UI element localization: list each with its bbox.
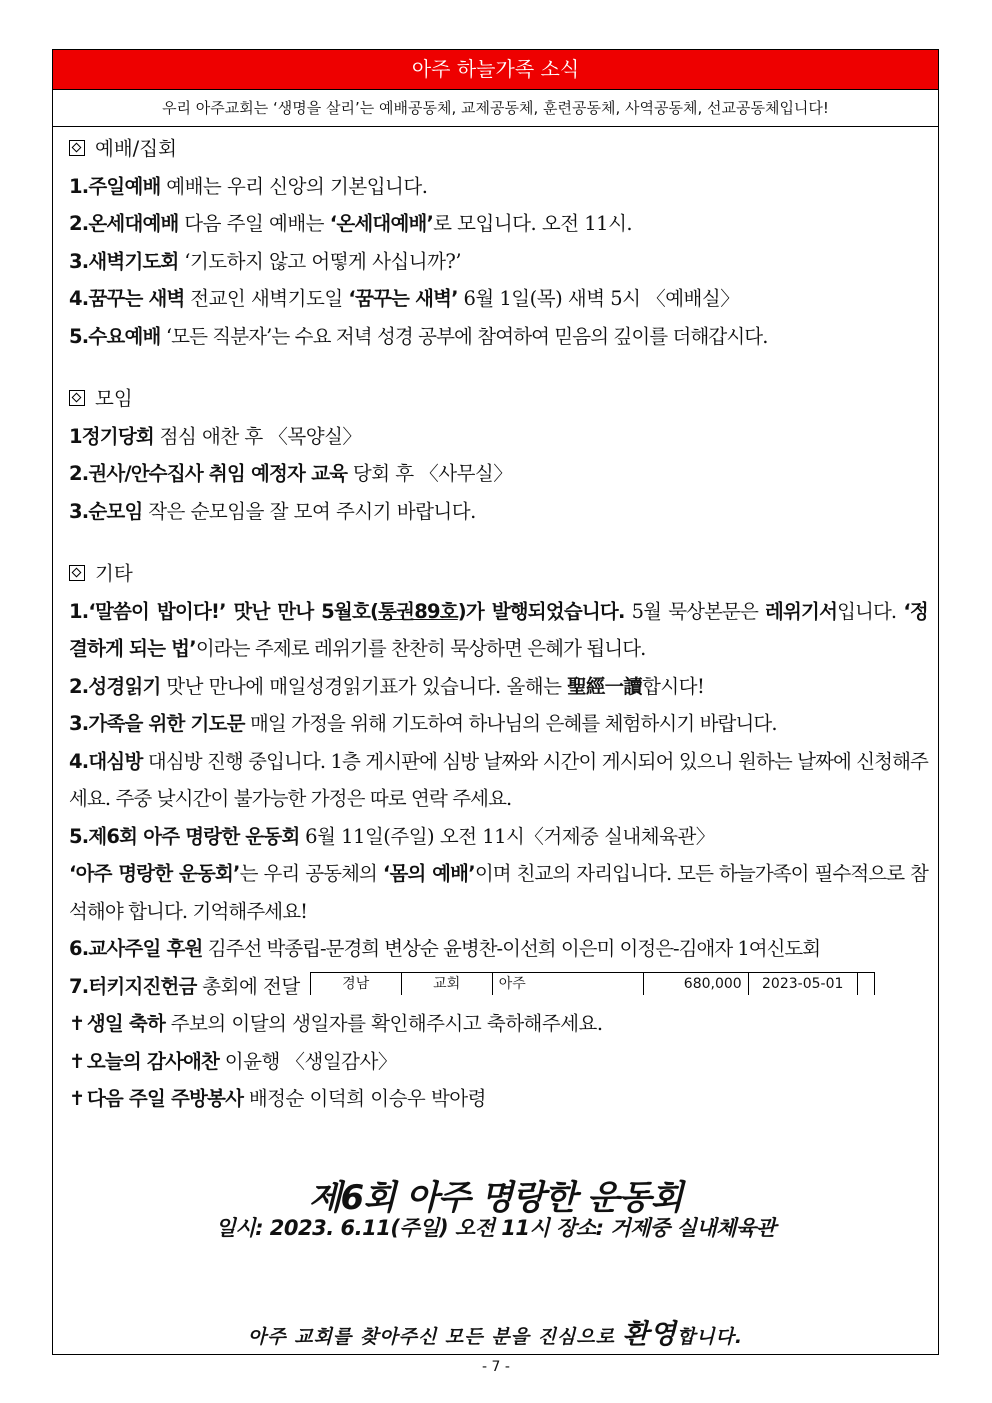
- donation-table: [310, 972, 875, 995]
- table-cell: [857, 972, 874, 995]
- worship-item: 4.꿈꾸는 새벽 전교인 새벽기도일 ‘꿈꾸는 새벽’ 6월 1일(목) 새벽 5시 〈예배실〉: [69, 287, 740, 310]
- worship-item: 5.수요예배 ‘모든 직분자’는 수요 저녁 성경 공부에 참여하여 믿음의 깊이를 더해갑시다.: [69, 324, 768, 348]
- meeting-item: 1정기당회 점심 애찬 후 〈목양실〉: [69, 424, 362, 448]
- section-bullet-icon: [69, 140, 85, 156]
- cross-icon: ✝: [69, 1049, 85, 1073]
- table-cell: 아주: [492, 972, 643, 995]
- cross-icon: ✝: [69, 1087, 85, 1110]
- table-cell: 680,000: [643, 972, 748, 995]
- etc-item-birthday: ✝ 생일 축하 주보의 이달의 생일자를 확인해주시고 축하해주세요.: [69, 1012, 603, 1035]
- etc-item-teacher-support: 6.교사주일 후원 김주선 박종립-문경희 변상순 윤병찬-이선희 이은미 이정은-김애자 1여신도회: [69, 937, 821, 960]
- table-cell: 교회: [401, 972, 492, 995]
- section-meeting-heading: 모임: [69, 380, 928, 418]
- etc-item-bible-reading: 2.성경읽기 맛난 만나에 매일성경읽기표가 있습니다. 올해는 聖經一讀합시다!: [69, 674, 705, 698]
- etc-item-thanks-meal: ✝ 오늘의 감사애찬 이윤행 〈생일감사〉: [69, 1049, 397, 1073]
- page-number: - 7 -: [482, 1359, 510, 1375]
- table-cell: 경남: [310, 972, 401, 995]
- church-motto: 우리 아주교회는 ‘생명을 살리’는 예배공동체, 교제공동체, 훈련공동체, 사역공동체, 선교공동체입니다!: [53, 90, 938, 127]
- section-worship-heading: 예배/집회: [69, 130, 928, 168]
- welcome-message: 아주 교회를 찾아주신 모든 분을 진심으로 환영합니다.: [247, 1319, 744, 1350]
- section-bullet-icon: [69, 565, 85, 581]
- section-bullet-icon: [69, 390, 85, 406]
- etc-item-family-prayer: 3.가족을 위한 기도문 매일 가정을 위해 기도하여 하나님의 은혜를 체험하시기 바랍니다.: [69, 712, 777, 735]
- event-info: 일시: 2023. 6.11(주일) 오전 11시 장소: 거제중 실내체육관: [215, 1216, 776, 1240]
- news-content: [69, 130, 928, 1118]
- worship-item: 2.온세대예배 다음 주일 예배는 ‘온세대예배’로 모입니다. 오전 11시.: [69, 212, 633, 235]
- section-etc-heading: 기타: [69, 555, 928, 593]
- bulletin-frame: [52, 49, 939, 1355]
- cross-icon: ✝: [69, 1012, 85, 1035]
- table-row: [310, 972, 874, 995]
- etc-item-sports-day: 5.제6회 아주 명랑한 운동회 6월 11일(주일) 오전 11시〈거제중 실내체육관〉: [69, 824, 715, 848]
- etc-item-manna: 1.‘말씀이 밥이다!’ 맛난 만나 5월호(통권89호)가 발행되었습니다. 5월 묵상본문은 레위기서입니다. ‘정결하게 되는 법’이라는 주제로 레위기를 찬찬히 묵상하면 은혜가 됩니다.: [69, 599, 928, 660]
- etc-item-kitchen-service: ✝ 다음 주일 주방봉사 배정순 이덕희 이승우 박아령: [69, 1087, 486, 1110]
- etc-item-sports-day-detail: ‘아주 명랑한 운동회’는 우리 공동체의 ‘몸의 예배’이며 친교의 자리입니다. 모든 하늘가족이 필수적으로 참석해야 합니다. 기억해주세요!: [69, 862, 928, 923]
- etc-item-earthquake-offering: 7.터키지진헌금 총회에 전달 경남 교회 아주 680,000 2023-05-01: [69, 968, 928, 1006]
- meeting-item: 3.순모임 작은 순모임을 잘 모여 주시기 바랍니다.: [69, 499, 476, 523]
- worship-item: 1.주일예배 예배는 우리 신앙의 기본입니다.: [69, 174, 428, 198]
- worship-item: 3.새벽기도회 ‘기도하지 않고 어떻게 사십니까?’: [69, 249, 462, 273]
- table-cell: 2023-05-01: [748, 972, 857, 995]
- event-title: 제6회 아주 명랑한 운동회: [308, 1178, 683, 1218]
- news-banner: 아주 하늘가족 소식: [53, 50, 938, 90]
- etc-item-visitation: 4.대심방 대심방 진행 중입니다. 1층 게시판에 심방 날짜와 시간이 게시되어 있으니 원하는 날짜에 신청해주세요. 주중 낮시간이 불가능한 가정은 따로 연락 주세요.: [69, 749, 928, 810]
- meeting-item: 2.권사/안수집사 취임 예정자 교육 당회 후 〈사무실〉: [69, 462, 513, 485]
